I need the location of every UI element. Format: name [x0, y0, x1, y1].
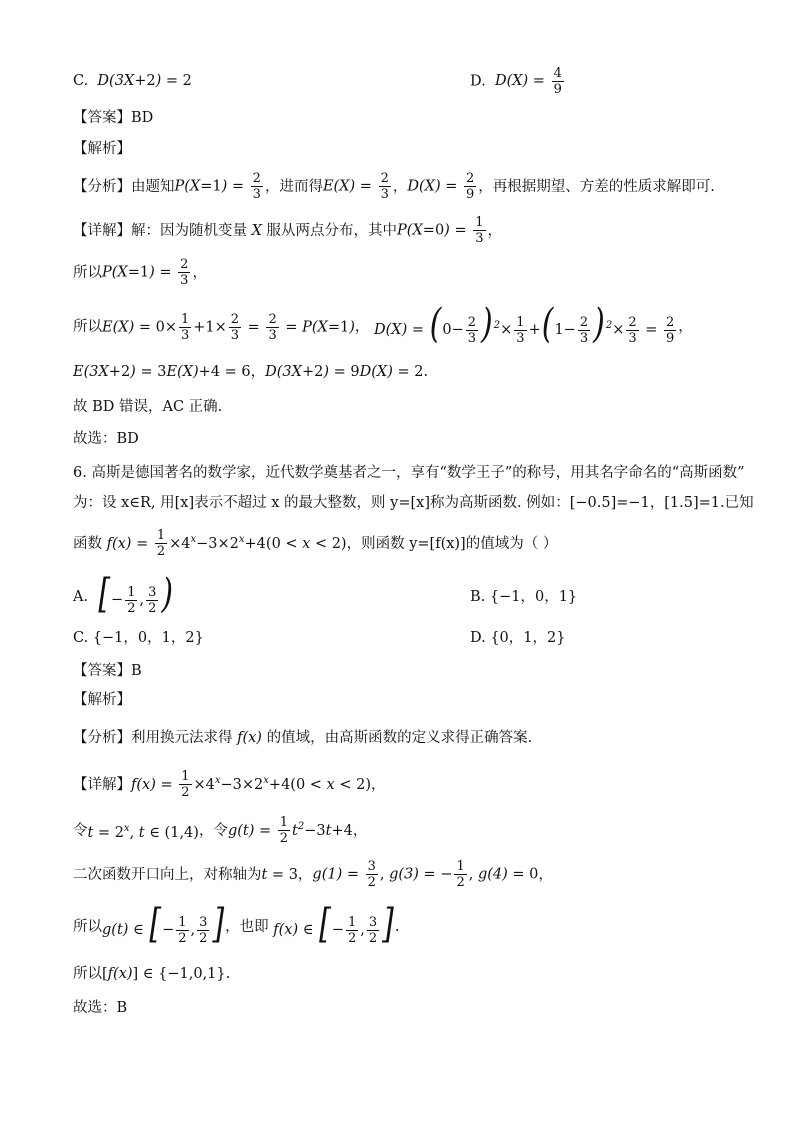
q6-analysis-heading: 【解析】: [73, 692, 131, 708]
q5-fenxi-formula-3: D(X) = $\frac{2}{9}$: [407, 171, 475, 202]
q5-fenxi-formula-2: E(X) = $\frac{2}{3}$: [322, 171, 389, 202]
q6-xiangjie-prefix: 【详解】: [73, 776, 131, 793]
q6-gauss-prefix: 所以: [73, 966, 102, 982]
q6-xiangjie: 【详解】 f(x) = $\frac{1}{2}$ $\times 4^x-3\times 2^x+4(0 < x < 2)$ ，: [73, 769, 386, 801]
q5-step-2-prefix: 所以: [73, 319, 102, 336]
q6-stem-3-suffix: ，则函数 y=[f(x)]的值域为（ ）: [346, 535, 558, 552]
q6-choice: 故选：B: [73, 1000, 128, 1016]
q6-option-c: C. {−1，0，1，2}: [73, 630, 204, 646]
q6-gauss-range: 所以 [f(x)] ∈ {−1,0,1} .: [73, 963, 754, 985]
q5-option-c-formula: D(3X+2) = 2: [97, 73, 192, 89]
q5-option-d-formula: D(X) = $\frac{4}{9}$: [494, 65, 562, 97]
q6-option-a-formula: [− $\frac{1}{2}$ , $\frac{3}{2}$ ): [98, 570, 174, 618]
q5-analysis-heading: 【解析】: [73, 141, 131, 157]
q5-xiangjie-formula: P(X=0) = $\frac{1}{3}$: [397, 215, 484, 246]
q5-fenxi-formula-1: P(X=1) = $\frac{2}{3}$: [174, 171, 261, 202]
q5-fenxi-mid: ，进而得: [264, 178, 323, 195]
q6-function-formula: f(x) = $\frac{1}{2}$ $\times 4^x-3\times 2^x+4(0 < x < 2)$: [102, 528, 347, 560]
q6-stem-2: 为：设 x∈R, 用[x]表示不超过 x 的最大整数，则 y=[x]称为高斯函数. 例如：[−0.5]=−1，[1.5]=1.已知: [73, 495, 754, 511]
q6-answer: 【答案】B: [73, 663, 142, 679]
q6-range: 所以 g(t) ∈ [− $\frac{1}{2}$ , $\frac{3}{2}$ ] ，也即 f(x) ∈ [− $\frac{1}{2}$ , $\frac{3}{2}$ ] .: [73, 900, 400, 948]
q6-fenxi-prefix: 【分析】利用换元法求得: [73, 730, 233, 746]
q5-conclusion: 故 BD 错误，AC 正确.: [73, 399, 223, 415]
q5-fenxi: 【分析】由题知 P(X=1) = $\frac{2}{3}$ ，进而得 E(X) = $\frac{2}{3}$ ， D(X) = $\frac{2}{9}$ ，再根据期望、方差的性质求解即可.: [73, 171, 715, 202]
q6-parabola-text: 二次函数开口向上，对称轴为: [73, 866, 262, 883]
q5-step-2: 所以 E(X) = 0× $\frac{1}{3}$ +1× $\frac{2}{3}$ = $\frac{2}{3}$ = P(X=1) ， D(X) = (0− $\frac{2}{3}$ )$^2$× $\frac{1}{3}$ +(1− $\frac{2}{3}$ )$^2$× $\frac{2}{3}$ = $\frac{2}{9}$ ，: [73, 300, 693, 348]
q5-fenxi-prefix: 【分析】由题知: [73, 178, 175, 195]
q6-yeji: ，也即: [225, 919, 269, 936]
q6-stem-3-prefix: 函数: [73, 535, 102, 552]
q6-options-ab: [73, 570, 754, 618]
q6-fenxi-suffix: 的值域，由高斯函数的定义求得正确答案.: [266, 730, 533, 746]
q6-option-a-label: A.: [73, 589, 89, 606]
q6-ling-2: ，令: [198, 822, 228, 839]
q5-xiangjie-mid: 服从两点分布，其中: [266, 222, 398, 239]
q5-answer: 【答案】BD: [73, 110, 154, 126]
q5-xiangjie-prefix: 【详解】解：因为随机变量: [73, 222, 247, 239]
q6-ling: 令: [73, 822, 88, 839]
q5-options-cd: [73, 65, 754, 97]
q6-range-prefix: 所以: [73, 919, 102, 936]
q5-option-c-label: C.: [73, 73, 89, 89]
q5-step-3: E(3X+2) = 3E(X)+4 = 6 ， D(3X+2) = 9D(X) = 2 .: [73, 364, 429, 380]
q5-choice: 故选：BD: [73, 431, 139, 447]
q6-substitution: 令 $t = 2^x$, t ∈ (1,4) ，令 g(t) = $\frac{1}{2}$ $t^2-3t+4$ ，: [73, 815, 368, 847]
q5-fenxi-end: ，再根据期望、方差的性质求解即可.: [478, 178, 715, 195]
q5-option-d: [470, 67, 566, 96]
q6-options-cd: [73, 627, 754, 649]
q5-step-1-prefix: 所以: [73, 264, 102, 281]
q6-stem-3: [73, 529, 754, 558]
q6-fenxi: 【分析】利用换元法求得 f(x) 的值域，由高斯函数的定义求得正确答案.: [73, 727, 754, 749]
q6-parabola: 二次函数开口向上，对称轴为 t = 3 ， g(1) = $\frac{3}{2}$ , g(3) = − $\frac{1}{2}$ , g(4) = 0 ，: [73, 859, 553, 890]
q6-option-b: B. {−1，0，1}: [470, 589, 578, 606]
q5-option-d-label: D.: [470, 73, 486, 89]
q5-step-1: 所以 P(X=1) = $\frac{2}{3}$ ，: [73, 257, 207, 288]
q6-stem-1: 6. 高斯是德国著名的数学家，近代数学奠基者之一，享有“数学王子”的称号，用其名字命名的“高斯函数”: [73, 465, 745, 481]
q6-option-d: D. {0，1，2}: [470, 630, 566, 646]
q5-xiangjie: 【详解】解：因为随机变量 X 服从两点分布，其中 P(X=0) = $\frac{1}{3}$ ，: [73, 215, 502, 246]
